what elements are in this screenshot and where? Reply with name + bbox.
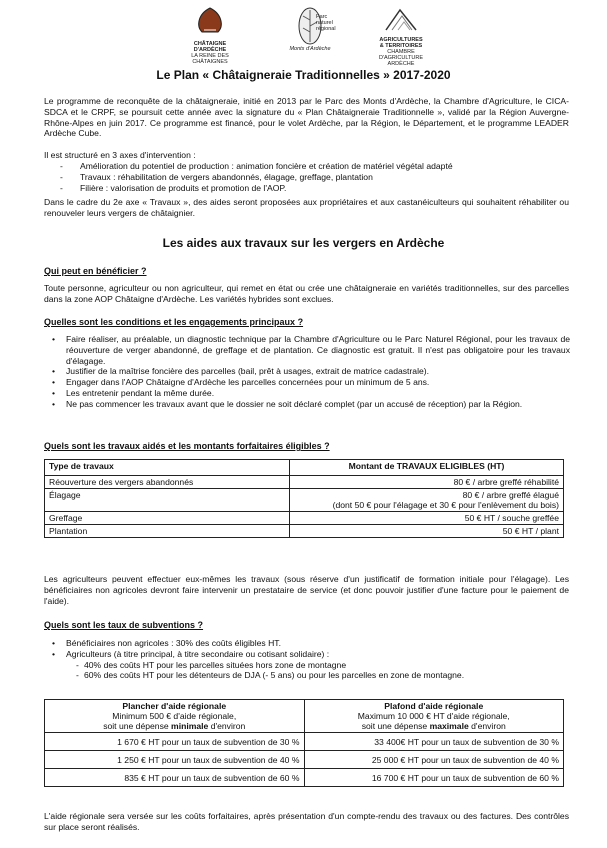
q4-item — [52, 649, 570, 681]
col-amount-header: Montant de TRAVAUX ELIGIBLES (HT) — [290, 460, 564, 476]
max-cell: 33 400€ HT pour un taux de subvention de 30 % — [304, 733, 564, 751]
logo2-line4: Monts d'Ardèche — [289, 46, 331, 52]
q2-item: • Engager dans l'AOP Châtaigne d'Ardèche les parcelles concernées pour un minimum de 5 ans. — [52, 377, 570, 388]
logo-bar — [0, 6, 607, 67]
amount-line2: (dont 50 € pour l'élagage et 30 € pour l'enlèvement du bois) — [332, 500, 559, 510]
plafond-title: Plafond d'aide régionale — [384, 701, 484, 711]
min-cell: 1 670 € HT pour un taux de subvention de 30 % — [45, 733, 305, 751]
logo3-line2: & TERRITOIRES — [379, 43, 423, 49]
amount-cell: 50 € HT / plant — [290, 525, 564, 538]
logo2-line2: naturel — [316, 20, 333, 26]
logo1-line3: LA REINE DES CHÂTAIGNES — [191, 53, 229, 65]
travaux-table — [44, 459, 564, 538]
col-type-header: Type de travaux — [45, 460, 290, 476]
q3-note: Les agriculteurs peuvent effectuer eux-mêmes les travaux (sous réserve d'un justificatif de formation initiale pour l'élagage). Les bénéficiaires non agricoles devront faire intervenir un prestataire de service (et donc pouvoir justifier d'une facture pour le paiement de l'aide). — [44, 574, 569, 606]
table-row — [45, 525, 564, 538]
axe-item: - Filière : valorisation de produits et promotion de l'AOP. — [60, 183, 570, 194]
agri-mark-icon — [384, 6, 418, 32]
table-row — [45, 512, 564, 525]
type-cell: Élagage — [45, 489, 290, 512]
table-row — [45, 751, 564, 769]
plancher-title: Plancher d'aide régionale — [122, 701, 227, 711]
max-cell: 16 700 € HT pour un taux de subvention de 60 % — [304, 769, 564, 787]
intro-paragraph: Le programme de reconquête de la châtaigneraie, initié en 2013 par le Parc des Monts d'Ardèche, la Chambre d'Agriculture, le CICA-SDCA et le CRPF, se poursuit cette année avec la signature du « Plan Châtaigneraie Traditionnelle », validé par la Région Auvergne-Rhône-Alpes en juin 2017. Ce programme est financé, pour le volet Ardèche, par la Région, le Département, et le programme LEADER Ardèche Cube. — [44, 96, 569, 139]
plafond-line3-post: d'environ — [468, 721, 506, 731]
axe2-paragraph: Dans le cadre du 2e axe « Travaux », des aides seront proposées aux propriétaires et aux castanéiculteurs qui souhaitent réhabiliter ou renouveler leurs vergers de châtaignier. — [44, 197, 569, 218]
logo3-line3: CHAMBRE D'AGRICULTURE — [378, 49, 424, 61]
min-cell: 835 € HT pour un taux de subvention de 60 % — [45, 769, 305, 787]
q4-subitem: - 40% des coûts HT pour les parcelles situées hors zone de montagne — [66, 660, 570, 671]
type-cell: Greffage — [45, 512, 290, 525]
axe-item: - Travaux : réhabilitation de vergers abandonnés, élagage, greffage, plantation — [60, 172, 570, 183]
table-row — [45, 489, 564, 512]
q1-text: Toute personne, agriculteur ou non agriculteur, qui remet en état ou crée une châtaigneraie en variétés traditionnelles, sur des parcelles dans la zone AOP Châtaigne d'Ardèche. Les variétés hybrides sont exclues. — [44, 283, 569, 304]
amount-line1: 80 € / arbre greffé élagué — [462, 490, 559, 500]
plancher-line2: Minimum 500 € d'aide régionale, — [112, 711, 237, 721]
plancher-line3-post: d'environ — [208, 721, 246, 731]
logo2-line3: régional — [316, 26, 336, 32]
q2-item: • Justifier de la maîtrise foncière des parcelles (bail, prêt à usages, extrait de matrice cadastrale). — [52, 366, 570, 377]
q4-title: Quels sont les taux de subventions ? — [44, 620, 204, 630]
page-title: Le Plan « Châtaigneraie Traditionnelles » 2017-2020 — [156, 68, 451, 82]
plancher-line3-pre: soit une dépense — [103, 721, 172, 731]
chestnut-icon — [190, 6, 230, 36]
plafond-line3-bold: maximale — [429, 721, 469, 731]
q3-title: Quels sont les travaux aidés et les montants forfaitaires éligibles ? — [44, 441, 330, 451]
q1-title: Qui peut en bénéficier ? — [44, 266, 147, 276]
logo2-text — [316, 14, 346, 32]
q4-subitem: - 60% des coûts HT pour les détenteurs de DJA (- 5 ans) ou pour les parcelles en zone de montagne. — [66, 670, 570, 681]
logo3-line1: AGRICULTURES — [379, 37, 423, 43]
table-row — [45, 476, 564, 489]
plafond-header — [304, 700, 564, 733]
table-row — [45, 769, 564, 787]
max-cell: 25 000 € HT pour un taux de subvention de 40 % — [304, 751, 564, 769]
q4-item: • Bénéficiaires non agricoles : 30% des coûts éligibles HT. — [52, 638, 570, 649]
q2-title: Quelles sont les conditions et les engagements principaux ? — [44, 317, 304, 327]
type-cell: Plantation — [45, 525, 290, 538]
logo1-line1: CHÂTAIGNE — [193, 41, 227, 47]
amount-cell: 80 € / arbre greffé réhabilité — [290, 476, 564, 489]
min-cell: 1 250 € HT pour un taux de subvention de 40 % — [45, 751, 305, 769]
chambre-agriculture-logo — [366, 6, 436, 67]
type-cell: Réouverture des vergers abandonnés — [45, 476, 290, 489]
table-header-row — [45, 700, 564, 733]
logo2-line1: Parc — [316, 14, 328, 20]
q4-sublist — [66, 660, 570, 682]
axe-item: - Amélioration du potentiel de production : animation foncière et création de matériel végétal adapté — [60, 161, 570, 172]
parc-naturel-logo — [280, 6, 340, 52]
q2-item: • Les entretenir pendant la même durée. — [52, 388, 570, 399]
plancher-header — [45, 700, 305, 733]
logo3-line4: ARDÈCHE — [387, 61, 415, 67]
q2-list — [52, 334, 570, 410]
chataigne-ardeche-logo — [174, 6, 246, 65]
axes-list — [60, 161, 570, 193]
axes-intro: Il est structuré en 3 axes d'intervention : — [44, 150, 196, 160]
amount-cell: 50 € HT / souche greffée — [290, 512, 564, 525]
table-header-row — [45, 460, 564, 476]
q4-item-text: Agriculteurs (à titre principal, à titre secondaire ou cotisant solidaire) : — [66, 648, 330, 659]
q4-list — [52, 638, 570, 681]
table-row — [45, 733, 564, 751]
footer-paragraph: L'aide régionale sera versée sur les coûts forfaitaires, après présentation d'un compte-rendu des travaux ou des factures. Des contrôles sur place seront réalisés. — [44, 811, 569, 832]
subvention-table — [44, 699, 564, 787]
logo1-line2: D'ARDÈCHE — [193, 47, 227, 53]
q2-item: • Faire réaliser, au préalable, un diagnostic technique par la Chambre d'Agriculture ou le Parc Naturel Régional, pour les travaux de réouverture de verger abandonné, de greffage et de plantation. Ce diagnostic est gratuit. Il n'est pas obligatoire pour les travaux d'élagage. — [52, 334, 570, 366]
plafond-line3-pre: soit une dépense — [361, 721, 430, 731]
amount-cell — [290, 489, 564, 512]
q2-item: • Ne pas commencer les travaux avant que le dossier ne soit déclaré complet (par un accusé de réception) par la Région. — [52, 399, 570, 410]
plafond-line2: Maximum 10 000 € HT d'aide régionale, — [357, 711, 510, 721]
section-title: Les aides aux travaux sur les vergers en Ardèche — [162, 236, 445, 250]
plancher-line3-bold: minimale — [171, 721, 209, 731]
